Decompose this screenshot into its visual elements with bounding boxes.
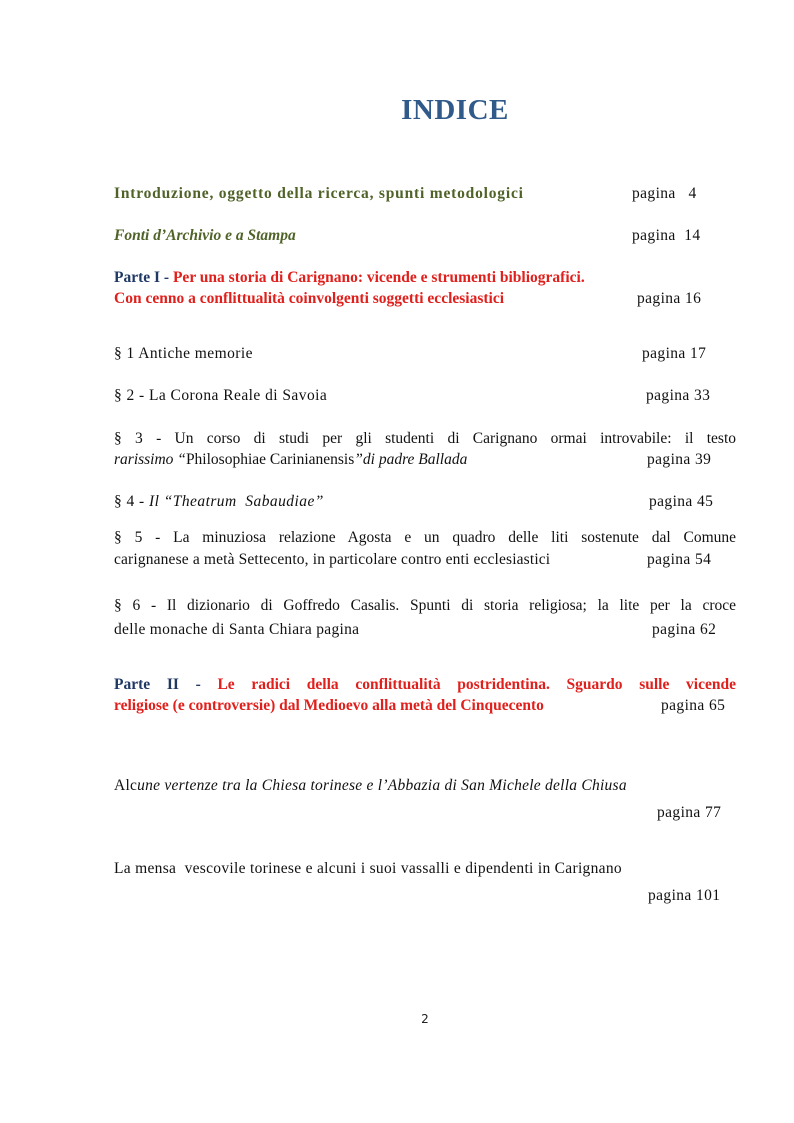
toc-s6-line1: § 6 - Il dizionario di Goffredo Casalis. Spunti di storia religiosa; la lite per la croce [114, 597, 736, 614]
toc-s4-page: pagina 45 [649, 493, 714, 510]
toc-s6-page: pagina 62 [652, 621, 717, 638]
toc-s5-line2: carignanese a metà Settecento, in particolare contro enti ecclesiastici [114, 551, 551, 568]
toc-fonti-page: pagina 14 [632, 227, 701, 244]
toc-intro-label: Introduzione, oggetto della ricerca, spunti metodologici [114, 185, 524, 202]
page-number: 2 [421, 1012, 429, 1026]
toc-s3-line1: § 3 - Un corso di studi per gli studenti di Carignano ormai introvabile: il testo [114, 430, 736, 447]
toc-s1-label: § 1 Antiche memorie [114, 345, 253, 362]
toc-parte1-line1 [114, 270, 585, 286]
toc-intro-page: pagina 4 [632, 185, 697, 202]
toc-vertenze-label [114, 778, 627, 794]
toc-s2-label: § 2 - La Corona Reale di Savoia [114, 387, 328, 404]
toc-s1-page: pagina 17 [642, 345, 707, 362]
toc-s4-label [114, 494, 324, 510]
toc-parte1-prefix: Parte I - [114, 269, 173, 286]
toc-s4-prefix: § 4 - [114, 493, 149, 510]
toc-mensa-label: La mensa vescovile torinese e alcuni i suoi vassalli e dipendenti in Carignano [114, 860, 622, 877]
toc-s3-roman: Philosophiae Carinianensis [185, 451, 355, 468]
toc-s3-italic-b: ”di padre Ballada [354, 451, 468, 468]
toc-parte2-page: pagina 65 [661, 697, 726, 714]
toc-s5-line1: § 5 - La minuziosa relazione Agosta e un quadro delle liti sostenute dal Comune [114, 529, 736, 546]
toc-parte1-line2: Con cenno a conflittualità coinvolgenti soggetti ecclesiastici [114, 290, 505, 307]
toc-s4-title: Il “Theatrum Sabaudiae” [149, 493, 324, 510]
toc-parte2-prefix: Parte II - [114, 676, 218, 693]
toc-vertenze-roman: Alc [114, 777, 138, 794]
toc-parte1-title: Per una storia di Carignano: vicende e strumenti bibliografici. [172, 269, 585, 286]
toc-parte2-line2: religiose (e controversie) dal Medioevo alla metà del Cinquecento [114, 697, 544, 714]
toc-s5-page: pagina 54 [647, 551, 712, 568]
toc-vertenze-page: pagina 77 [657, 804, 722, 821]
toc-parte2-line1 [114, 677, 736, 693]
toc-vertenze-italic: une vertenze tra la Chiesa torinese e l’Abbazia di San Michele della Chiusa [137, 777, 627, 794]
toc-s3-line2 [114, 452, 467, 468]
toc-fonti-label: Fonti d’Archivio e a Stampa [114, 227, 296, 244]
toc-s6-line2: delle monache di Santa Chiara pagina [114, 621, 360, 638]
page-title: INDICE [401, 94, 509, 126]
toc-s3-page: pagina 39 [647, 451, 712, 468]
toc-mensa-page: pagina 101 [648, 887, 721, 904]
toc-parte1-page: pagina 16 [637, 290, 702, 307]
toc-s2-page: pagina 33 [646, 387, 711, 404]
toc-s3-italic-a: rarissimo “ [114, 451, 186, 468]
toc-parte2-title: Le radici della conflittualità postridentina. Sguardo sulle vicende [217, 676, 736, 693]
